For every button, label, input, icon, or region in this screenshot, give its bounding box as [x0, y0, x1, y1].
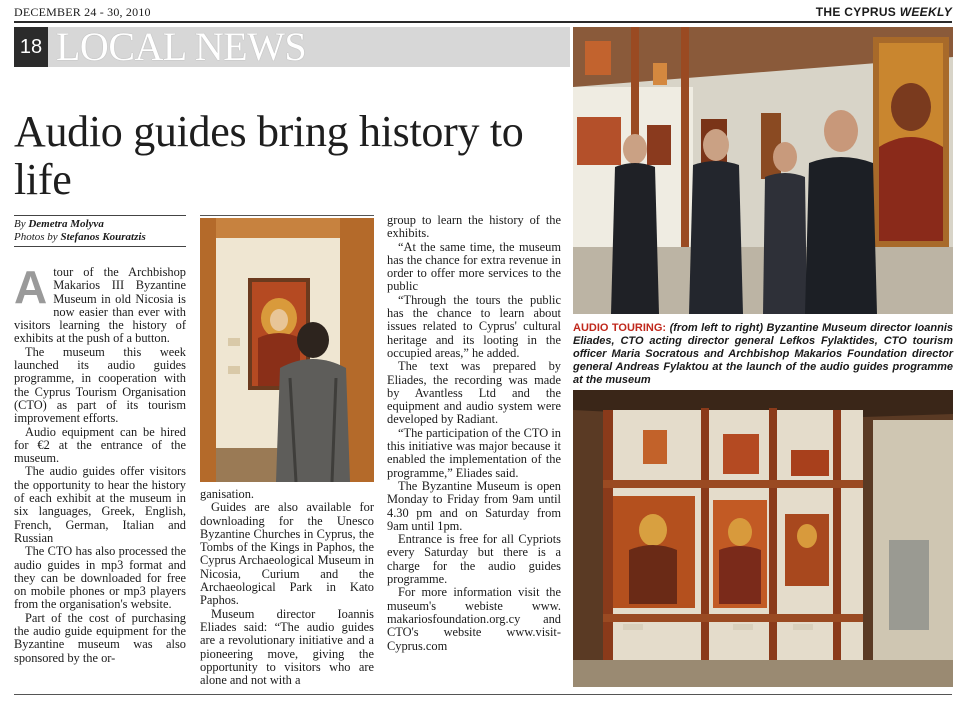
- byline-rule-bottom: [14, 246, 186, 247]
- page-bottom-rule: [14, 694, 952, 695]
- article-column-2: [200, 488, 374, 687]
- paragraph: Entrance is free for all Cypriots every Saturday but there is a charge for the audio guides programme.: [387, 532, 561, 587]
- paragraph: group to learn the history of the exhibits.: [387, 213, 561, 241]
- paragraph: Audio equipment can be hired for €2 at the entrance of the museum.: [14, 424, 186, 466]
- officials-photo: [573, 27, 953, 314]
- officials-photo-illustration: [573, 27, 953, 314]
- icon-gallery-photo-illustration: [573, 390, 953, 687]
- masthead-rule: [14, 21, 952, 23]
- issue-date: DECEMBER 24 - 30, 2010: [14, 5, 151, 19]
- byline: [14, 218, 194, 244]
- paragraph: “Through the tours the public has the chance to learn about issues related to Cyprus' cultural heritage and its looting in the occupied areas,” he added.: [387, 292, 561, 360]
- paragraph: The Byzantine Museum is open Monday to Friday from 9am until 4.30 pm and on Saturday from 9am until 1pm.: [387, 478, 561, 533]
- paragraph: “The participation of the CTO in this initiative was major because it enabled the implementation of the programme,” Eliades said.: [387, 425, 561, 480]
- paragraph: The text was prepared by Eliades, the recording was made by Avantless Ltd and the equipment and audio system were developed by Radiant.: [387, 359, 561, 427]
- newspaper-name-main: THE CYPRUS: [815, 5, 897, 19]
- author-name: Demetra Molyva: [28, 218, 104, 230]
- photo-caption: [573, 322, 953, 387]
- author-line: [14, 218, 194, 231]
- caption-lead: AUDIO TOURING:: [573, 322, 667, 334]
- paragraph: tour of the Archbishop Makarios III Byzantine Museum in old Nicosia is now easier than ever with visitors learning the history of exhibits at the push of a button.: [14, 265, 186, 346]
- paragraph: Guides are also available for downloading for the Unesco Byzantine Churches in Cyprus, the Tombs of the Kings in Paphos, the Cyprus Archaeological Museum in Nicosia, Curium and the Archaeological Park in Kato Paphos.: [200, 500, 374, 608]
- paragraph: The museum this week launched its audio guides programme, in cooperation with the Cyprus Tourism Organisation (CTO) as part of its tourism improvement efforts.: [14, 344, 186, 426]
- drop-cap: A: [14, 261, 48, 313]
- photo-rule: [200, 215, 374, 216]
- paragraph: The audio guides offer visitors the opportunity to hear the history of each exhibit at the museum in six languages, Greek, English, French, German, Italian and Russian: [14, 464, 186, 545]
- caption-text: (from left to right) Byzantine Museum director Ioannis Eliades, CTO acting director general Lefkos Fylaktides, CTO tourism officer Maria Socratous and Archbishop Makarios Foundation director general Andreas Fylaktou at the launch of the audio guides programme at the museum: [573, 322, 954, 386]
- paragraph: For more information visit the museum's webiste www. makariosfoundation.org.cy and CTO's website www.visit-Cyprus.com: [387, 585, 561, 653]
- paragraph: ganisation.: [200, 487, 255, 501]
- visitor-photo-illustration: [200, 218, 374, 482]
- section-title: LOCAL NEWS: [56, 24, 307, 69]
- byline-prefix: By: [14, 218, 26, 230]
- page-number: 18: [14, 27, 48, 67]
- photos-prefix: Photos by: [14, 231, 58, 243]
- newspaper-name-weekly: WEEKLY: [899, 5, 952, 19]
- paragraph: Part of the cost of purchasing the audio guide equipment for the Byzantine museum was also sponsored by the or-: [14, 610, 186, 665]
- icon-gallery-photo: [573, 390, 953, 687]
- byline-rule-top: [14, 215, 186, 216]
- photographer-name: Stefanos Kouratzis: [60, 231, 146, 243]
- paragraph: Museum director Ioannis Eliades said: “The audio guides are a revolutionary initiative and a pioneering move, giving the opportunity to visitors who are alone and not with a: [200, 606, 374, 688]
- article-column-3: [387, 214, 561, 653]
- paragraph: The CTO has also processed the audio guides in mp3 format and they can be downloaded for free on mobile phones or mp3 players from the organisation's website.: [14, 544, 186, 612]
- photographer-line: [14, 231, 194, 244]
- article-headline: Audio guides bring history to life: [14, 107, 524, 204]
- newspaper-name: [816, 5, 952, 19]
- article-column-1: [14, 261, 186, 665]
- paragraph: “At the same time, the museum has the chance for extra revenue in order to offer more services to the public: [387, 239, 561, 294]
- visitor-photo: [200, 218, 374, 482]
